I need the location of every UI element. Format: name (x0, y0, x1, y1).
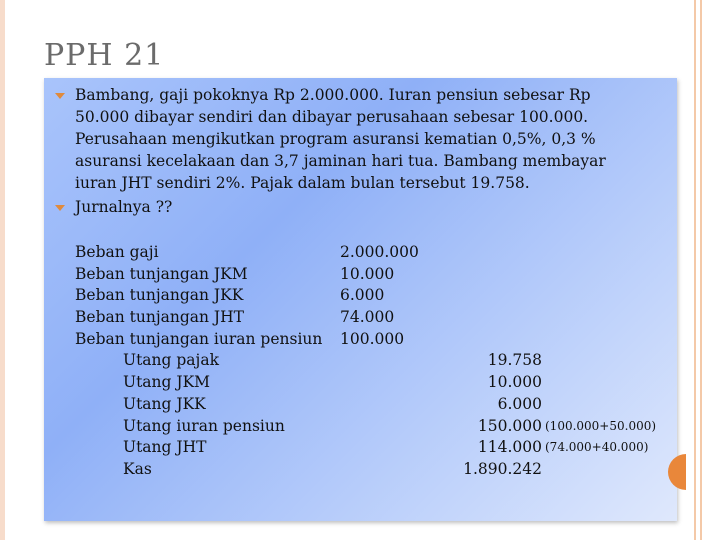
account-name: Utang JHT (123, 438, 207, 457)
credit-amount: 19.758 (487, 351, 542, 370)
triangle-bullet-icon (55, 205, 65, 211)
account-name: Utang iuran pensiun (123, 416, 285, 435)
credit-amount: 10.000 (487, 373, 542, 392)
bullet-text: Jurnalnya ?? (75, 198, 173, 216)
bullet-item (44, 196, 644, 218)
account-name: Beban tunjangan JKK (75, 286, 244, 305)
debit-amount: 6.000 (340, 286, 385, 305)
account-name: Utang pajak (123, 351, 219, 370)
bullet-list (44, 84, 644, 220)
content-box (44, 78, 677, 521)
account-name: Kas (123, 459, 152, 478)
debit-amount: 74.000 (340, 308, 395, 327)
account-name: Beban gaji (75, 243, 159, 261)
account-name: Beban tunjangan JKM (75, 264, 248, 283)
account-name: Utang JKM (123, 373, 211, 392)
bullet-text: Bambang, gaji pokoknya Rp 2.000.000. Iuran pensiun sebesar Rp 50.000 dibayar sendiri dan dibayar perusahaan sebesar 100.000. Perusahaan mengikutkan program asuransi kematian 0,5%, 0,3 % asuransi kecelakaan dan 3,7 jaminan hari tua. Bambang membayar iuran JHT sendiri 2%. Pajak dalam bulan tersebut 19.758. (75, 86, 606, 192)
bullet-item (44, 84, 644, 194)
debit-amount: 2.000.000 (340, 243, 419, 261)
credit-amount: 1.890.242 (463, 459, 542, 478)
calculation-note: (74.000+40.000) (545, 440, 649, 455)
account-name: Utang JKK (123, 394, 206, 413)
account-name: Beban tunjangan JHT (75, 308, 245, 327)
account-name: Beban tunjangan iuran pensiun (75, 329, 323, 348)
calculation-note: (100.000+50.000) (545, 418, 657, 433)
slide-right-border (694, 0, 702, 540)
credit-amount: 114.000 (477, 438, 542, 457)
slide-left-accent (0, 0, 5, 540)
slide-title: PPH 21 (44, 38, 165, 73)
credit-amount: 6.000 (497, 394, 542, 413)
debit-amount: 10.000 (340, 264, 395, 283)
triangle-bullet-icon (55, 93, 65, 99)
debit-amount: 100.000 (340, 329, 405, 348)
credit-amount: 150.000 (477, 416, 542, 435)
